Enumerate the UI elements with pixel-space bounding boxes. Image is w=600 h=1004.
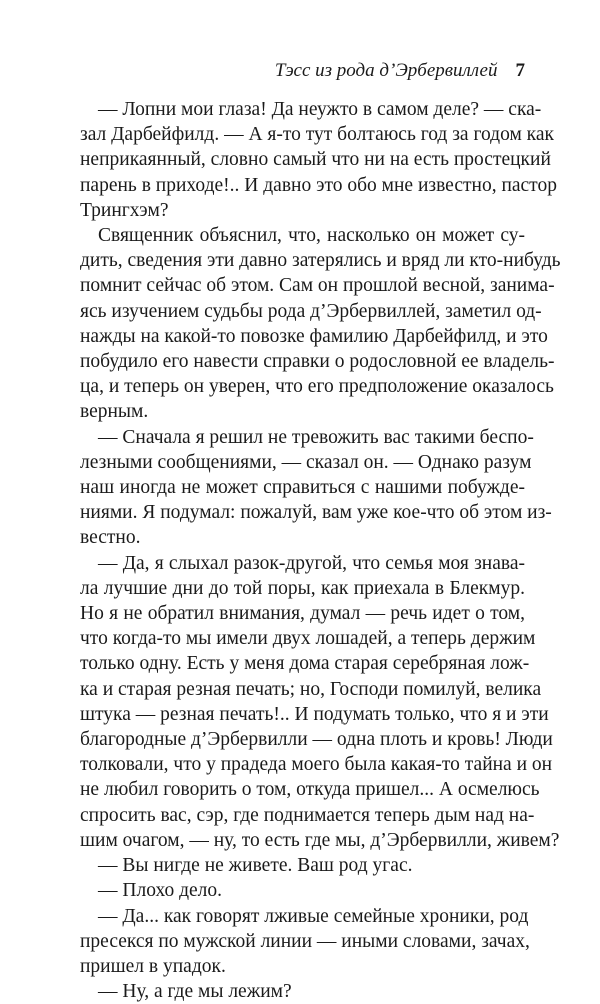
paragraph <box>80 551 560 853</box>
text-line: ясь изучением судьбы рода д’Эрбервиллей, заметил од- <box>80 300 542 322</box>
text-line: верным. <box>80 401 149 423</box>
text-line: ниями. Я подумал: пожалуй, вам уже кое-что об этом из- <box>80 502 552 524</box>
text-line: шим очагом, — ну, то есть где мы, д’Эрбервилли, живем? <box>80 829 560 851</box>
text-line: побудило его навести справки о родословной ее владель- <box>80 351 555 373</box>
text-line: — Сначала я решил не тревожить вас такими беспо- <box>98 426 534 448</box>
running-head <box>80 60 525 82</box>
text-line: помнит сейчас об этом. Сам он прошлой весной, занима- <box>80 275 555 297</box>
body-text <box>80 97 561 1004</box>
text-line: что когда-то мы имели двух лошадей, а теперь держим <box>80 628 536 650</box>
text-line: толковали, что у прадеда моего была какая-то тайна и он <box>80 754 553 776</box>
text-line: только одну. Есть у меня дома старая серебряная лож- <box>80 653 530 675</box>
paragraph <box>80 425 552 551</box>
paragraph <box>80 223 561 425</box>
text-line: спросить вас, сэр, где поднимается теперь дым над на- <box>80 804 535 826</box>
text-line: зал Дарбейфилд. — А я-то тут болтаюсь год за годом как <box>80 124 554 146</box>
text-line: неприкаянный, словно самый что ни на есть простецкий <box>80 149 551 171</box>
text-line: парень в приходе!.. И давно это обо мне известно, пастор <box>80 174 557 196</box>
text-line: — Вы нигде не живете. Ваш род угас. <box>98 855 413 877</box>
text-line: — Лопни мои глаза! Да неужто в самом деле? — ска- <box>98 99 542 120</box>
text-line: дить, сведения эти давно затерялись и вряд ли кто-нибудь <box>80 250 561 272</box>
page-number: 7 <box>515 60 525 81</box>
text-line: Но я не обратил внимания, думал — речь идет о том, <box>80 603 525 625</box>
text-line: пришел в упадок. <box>80 955 226 977</box>
text-line: ка и старая резная печать; но, Господи помилуй, велика <box>80 678 542 700</box>
text-line: Священник объяснил, что, насколько он может су- <box>98 225 525 247</box>
text-line: — Да... как говорят лживые семейные хроники, род <box>98 905 529 927</box>
text-line: — Ну, а где мы лежим? <box>98 981 292 1003</box>
text-line: — Плохо дело. <box>98 880 223 902</box>
paragraph <box>80 979 525 1004</box>
text-line: наш иногда не может справиться с нашими побужде- <box>80 477 525 499</box>
text-line: лезными сообщениями, — сказал он. — Однако разум <box>80 451 532 473</box>
text-line: Трингхэм? <box>80 199 169 221</box>
text-line: пресекся по мужской линии — иными словами, зачах, <box>80 930 530 952</box>
text-line: ла лучшие дни до той поры, как приехала в Блекмур. <box>80 577 525 599</box>
paragraph <box>80 878 525 903</box>
text-line: благородные д’Эрбервилли — одна плоть и кровь! Люди <box>80 729 553 751</box>
text-line: штука — резная печать!.. И подумать только, что я и эти <box>80 703 549 725</box>
text-line: не любил говорить о том, откуда пришел... А осмелюсь <box>80 779 540 801</box>
text-line: ца, и теперь он уверен, что его предположение оказалось <box>80 376 554 398</box>
text-line: вестно. <box>80 527 141 549</box>
paragraph <box>80 97 557 223</box>
text-line: — Да, я слыхал разок-другой, что семья моя знава- <box>98 552 525 574</box>
text-line: нажды на какой-то повозке фамилию Дарбейфилд, и это <box>80 325 548 347</box>
running-title: Тэсс из рода д’Эрбервиллей <box>274 60 498 81</box>
paragraph <box>80 853 525 878</box>
paragraph <box>80 904 530 980</box>
